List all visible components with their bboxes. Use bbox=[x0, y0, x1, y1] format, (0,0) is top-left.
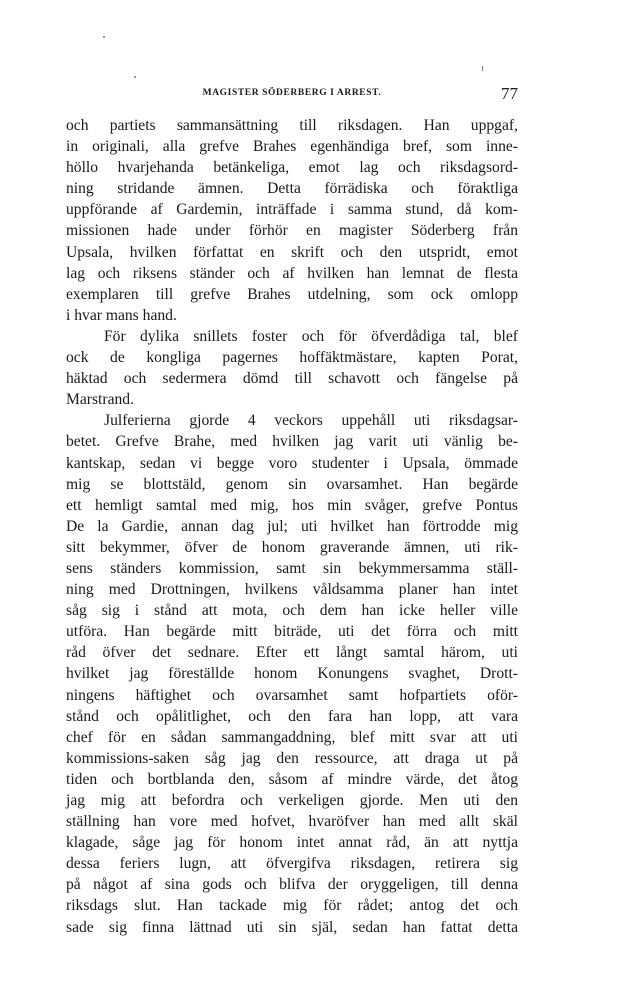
paragraph bbox=[66, 326, 518, 410]
text-line: råd öfver det sednare. Efter ett långt samtal härom, uti bbox=[66, 644, 518, 662]
text-line: ningens häftighet och ovarsamhet samt hofpartiets oför- bbox=[66, 686, 518, 704]
ink-speck bbox=[134, 76, 136, 78]
text-line: höllo hvarjehanda betänkeliga, emot lag och riksdagsord- bbox=[66, 159, 518, 177]
text-line: stånd och opålitlighet, och den fara han lopp, att vara bbox=[66, 707, 518, 725]
paragraph bbox=[66, 115, 518, 326]
running-head: MAGISTER SÖDERBERG I ARREST. bbox=[202, 88, 382, 98]
text-line: sens ständers kommission, samt sin bekymmersamma ställ- bbox=[66, 559, 518, 577]
page-number: 77 bbox=[501, 84, 518, 103]
text-line: ning med Drottningen, hvilkens våldsamma planer han intet bbox=[66, 581, 518, 599]
text-line: Marstrand. bbox=[66, 391, 134, 409]
paragraph bbox=[66, 410, 518, 937]
text-line: dessa feriers lugn, att öfvergifva riksdagen, retirera sig bbox=[66, 855, 518, 873]
body-text bbox=[66, 115, 518, 938]
text-line: För dylika snillets foster och för öfverdådiga tal, blef bbox=[104, 327, 518, 345]
page-header bbox=[66, 84, 518, 108]
text-line: riksdags slut. Han tackade mig för rådet; antog det och bbox=[66, 897, 518, 915]
text-line: tiden och bortblanda den, såsom af mindre värde, det åtog bbox=[66, 770, 518, 788]
text-line: Julferierna gjorde 4 veckors uppehåll uti riksdagsar- bbox=[104, 412, 518, 430]
text-line: betet. Grefve Brahe, med hvilken jag varit uti vänlig be- bbox=[66, 433, 518, 451]
text-line: missionen hade under förhör en magister Söderberg från bbox=[66, 222, 518, 240]
text-line: Upsala, hvilken författat en skrift och den utspridt, emot bbox=[66, 243, 518, 261]
text-line: De la Gardie, annan dag jul; uti hvilket han förtrodde mig bbox=[66, 517, 518, 535]
text-line: kommissions-saken såg jag den ressource, att draga ut på bbox=[66, 749, 518, 767]
text-line: häktad och sedermera dömd till schavott och fängelse på bbox=[66, 370, 518, 388]
text-line: sitt bekymmer, öfver de honom graverande ämnen, uti rik- bbox=[66, 538, 518, 556]
text-line: ning stridande ämnen. Detta förrädiska och föraktliga bbox=[66, 180, 518, 198]
text-line: utföra. Han begärde mitt biträde, uti det förra och mitt bbox=[66, 623, 518, 641]
text-line: kantskap, sedan vi begge voro studenter i Upsala, ömmade bbox=[66, 454, 518, 472]
text-line: och partiets sammansättning till riksdagen. Han uppgaf, bbox=[66, 117, 518, 134]
text-line: jag mig att befordra och verkeligen gjorde. Men uti den bbox=[66, 792, 518, 809]
text-line: ock de kongliga pagernes hoffäktmästare, kapten Porat, bbox=[66, 349, 518, 367]
text-line: såg sig i stånd att mota, och dem han icke heller ville bbox=[66, 602, 518, 620]
text-line: uppförande af Gardemin, inträffade i samma stund, då kom- bbox=[66, 201, 518, 219]
text-line: chef för en sådan sammangaddning, blef mitt svar att uti bbox=[66, 728, 518, 746]
text-line: sade sig finna lättnad uti sin själ, sedan han fattat detta bbox=[66, 918, 518, 936]
text-line: ett hemligt samtal med mig, hos min svåger, grefve Pontus bbox=[66, 496, 518, 514]
text-line: mig se blottstäld, genom sin ovarsamhet. Han begärde bbox=[66, 475, 518, 493]
text-line: på något af sina gods och blifva der oryggeligen, till denna bbox=[66, 876, 518, 894]
text-line: lag och riksens ständer och af hvilken han lemnat de flesta bbox=[66, 264, 518, 282]
text-line: hvilket jag föreställde honom Konungens svaghet, Drott- bbox=[66, 665, 518, 683]
text-line: ställning han vore med hofvet, hvaröfver han med allt skäl bbox=[66, 813, 518, 831]
text-line: i hvar mans hand. bbox=[66, 306, 177, 324]
text-line: in originali, alla grefve Brahes egenhändiga bref, som inne- bbox=[66, 138, 518, 156]
ink-speck bbox=[103, 36, 105, 38]
ink-speck bbox=[482, 66, 483, 71]
text-line: exemplaren till grefve Brahes utdelning, som ock omlopp bbox=[66, 285, 518, 303]
text-line: klagade, såge jag för honom intet annat råd, än att nyttja bbox=[66, 834, 518, 852]
